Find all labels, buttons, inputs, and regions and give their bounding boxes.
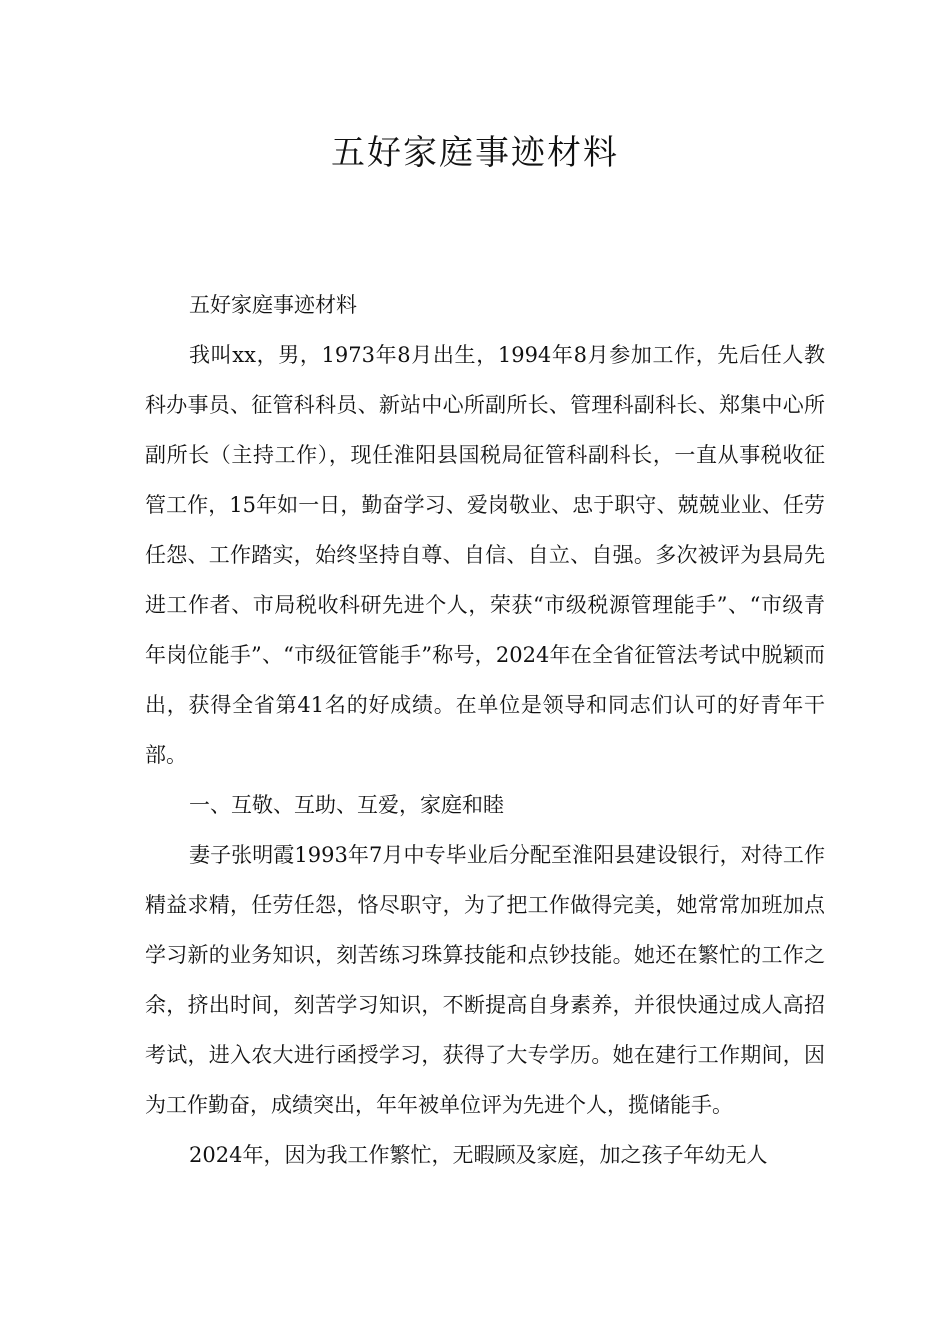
paragraph-self-introduction: 我叫xx，男，1973年8月出生，1994年8月参加工作，先后任人教科办事员、征管科科员、新站中心所副所长、管理科副科长、郑集中心所副所长（主持工作），现任淮阳县国税局征管科副科长，一直从事税收征管工作，15年如一日，勤奋学习、爱岗敬业、忠于职守、兢兢业业、任劳任怨、工作踏实，始终坚持自尊、自信、自立、自强。多次被评为县局先进工作者、市局税收科研先进个人，荣获“市级税源管理能手”、“市级青年岗位能手”、“市级征管能手”称号，2024年在全省征管法考试中脱颖而出，获得全省第41名的好成绩。在单位是领导和同志们认可的好青年干部。 <box>145 343 825 767</box>
document-title: 五好家庭事迹材料 <box>331 133 619 173</box>
section-heading-1: 一、互敬、互助、互爱，家庭和睦 <box>189 793 504 817</box>
document-body <box>145 280 825 1180</box>
paragraph-wife: 妻子张明霞1993年7月中专毕业后分配至淮阳县建设银行，对待工作精益求精，任劳任怨，恪尽职守，为了把工作做得完美，她常常加班加点学习新的业务知识，刻苦练习珠算技能和点钞技能。她还在繁忙的工作之余，挤出时间，刻苦学习知识，不断提高自身素养，并很快通过成人高招考试，进入农大进行函授学习，获得了大专学历。她在建行工作期间，因为工作勤奋，成绩突出，年年被单位评为先进个人，揽储能手。 <box>145 843 825 1117</box>
paragraph-subtitle: 五好家庭事迹材料 <box>189 293 357 317</box>
paragraph-2024: 2024年，因为我工作繁忙，无暇顾及家庭，加之孩子年幼无人 <box>189 1143 768 1167</box>
